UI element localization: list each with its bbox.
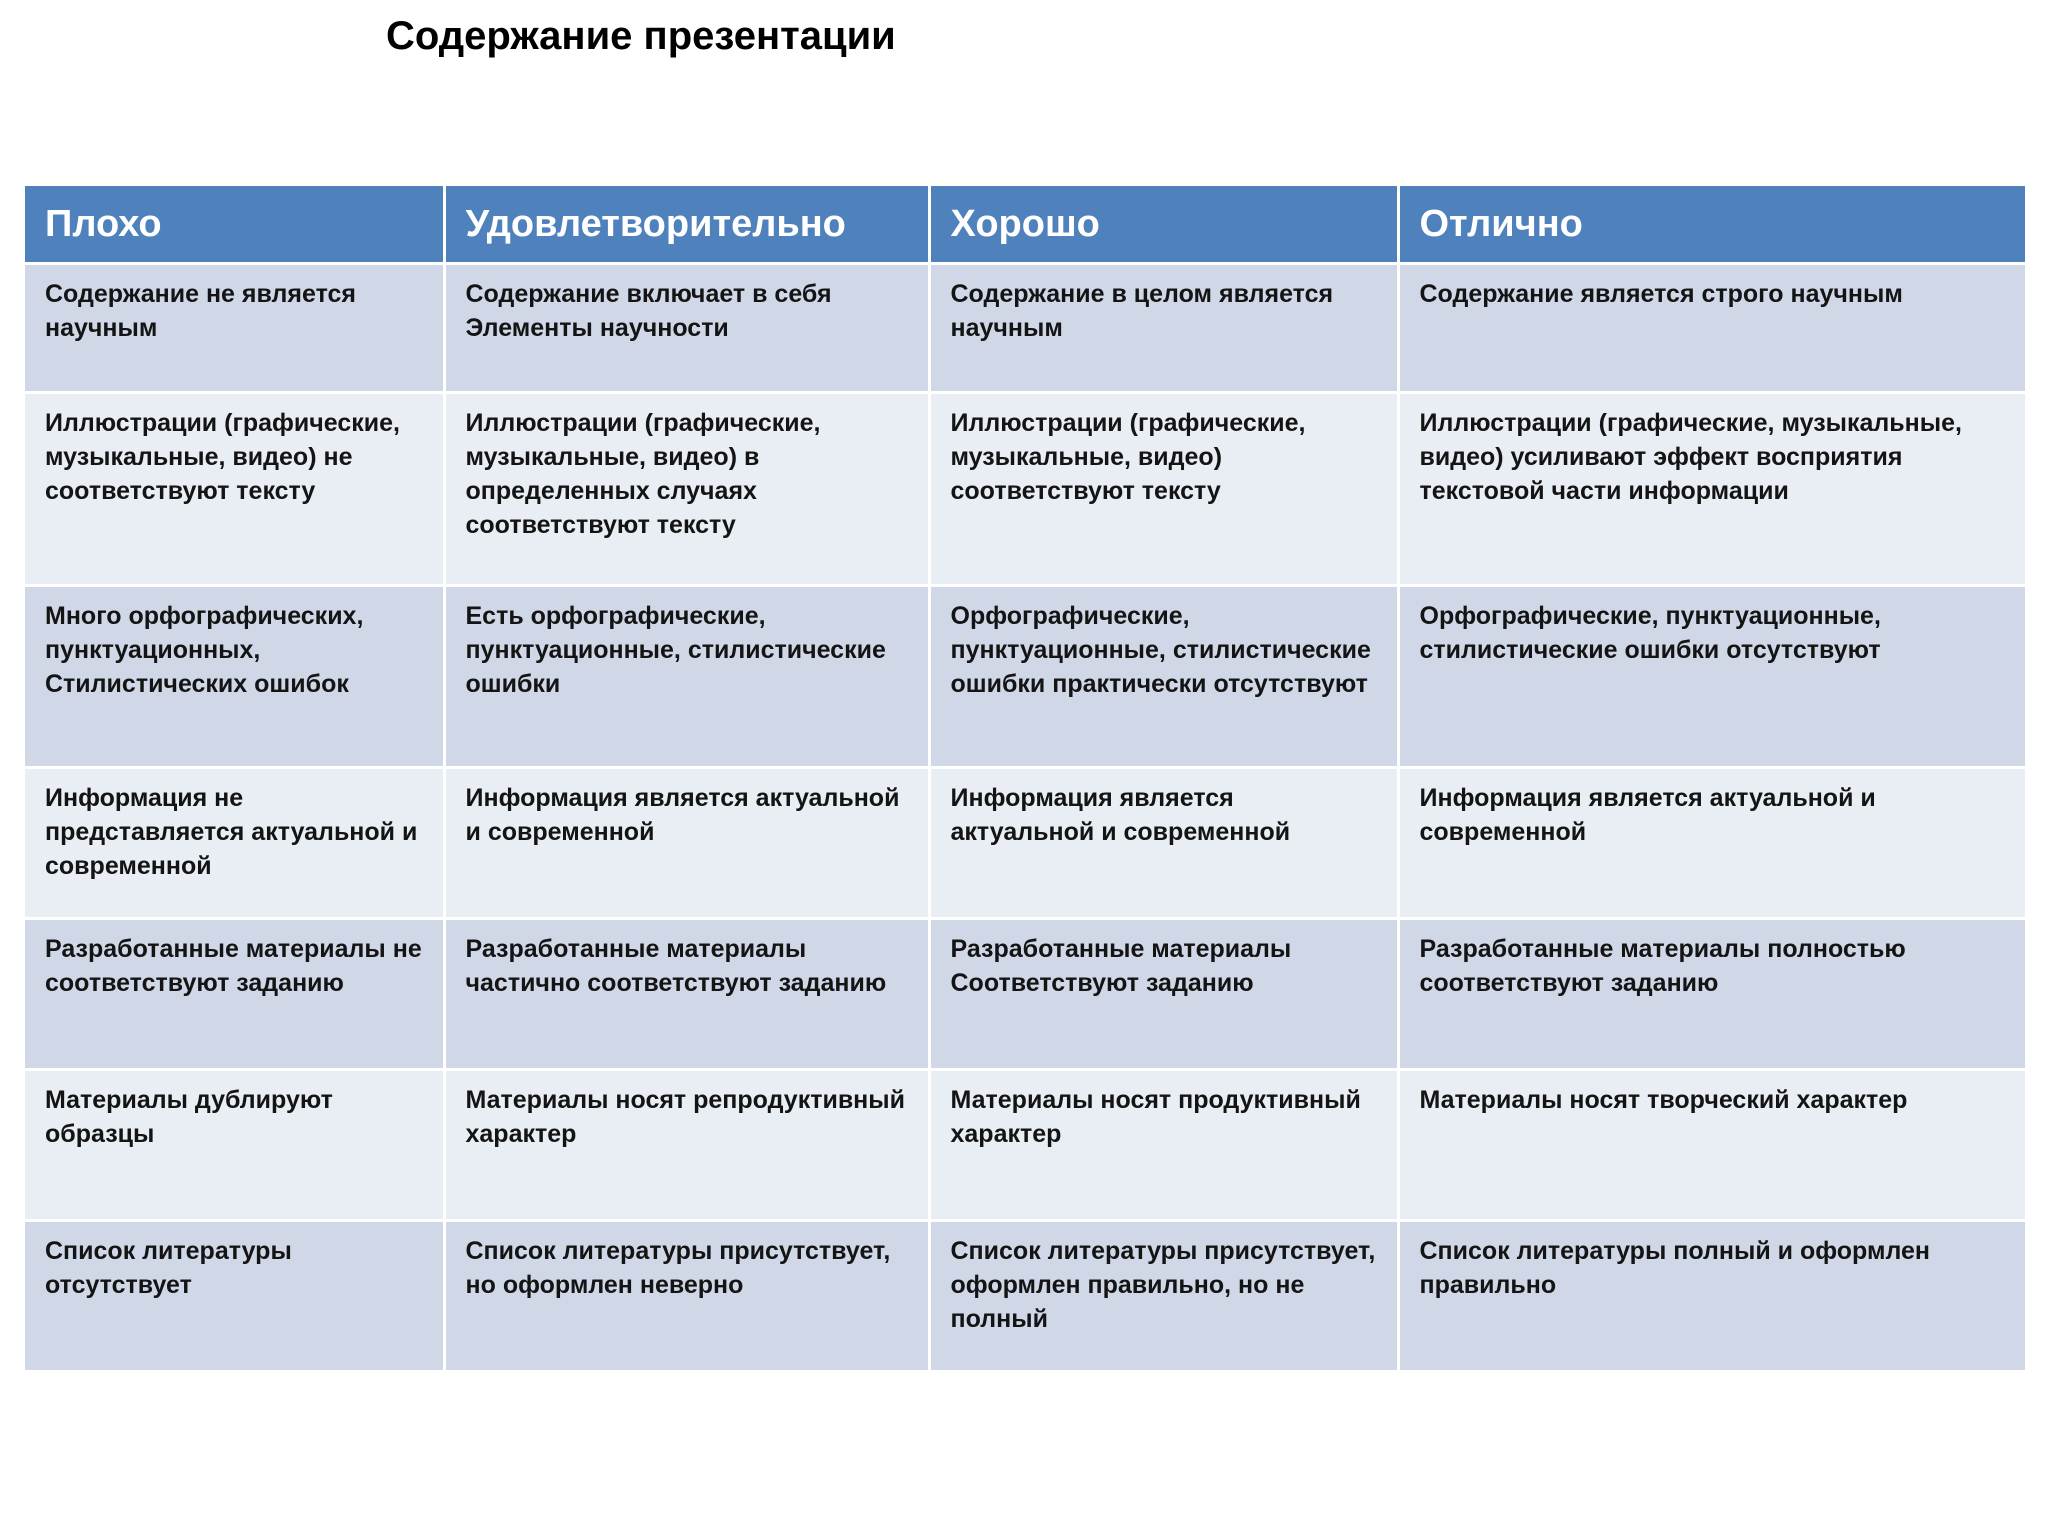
table-cell: Материалы носят творческий характер (1398, 1070, 2025, 1221)
table-row (25, 264, 2025, 393)
page-title: Содержание презентации (386, 14, 896, 58)
header-bad: Плохо (25, 186, 444, 264)
table-cell: Орфографические, пунктуационные, стилистические ошибки отсутствуют (1398, 586, 2025, 768)
table-cell: Иллюстрации (графические, музыкальные, видео) усиливают эффект восприятия текстовой части информации (1398, 393, 2025, 586)
table-cell: Разработанные материалы Соответствуют заданию (929, 919, 1398, 1070)
table-cell: Разработанные материалы не соответствуют заданию (25, 919, 444, 1070)
table-cell: Орфографические, пунктуационные, стилистические ошибки практически отсутствуют (929, 586, 1398, 768)
table-cell: Иллюстрации (графические, музыкальные, видео) в определенных случаях соответствуют тексту (444, 393, 929, 586)
table-cell: Список литературы полный и оформлен правильно (1398, 1221, 2025, 1372)
table-cell: Информация является актуальной и современной (444, 768, 929, 919)
table-cell: Список литературы отсутствует (25, 1221, 444, 1372)
table-cell: Список литературы присутствует, но оформлен неверно (444, 1221, 929, 1372)
table-row (25, 768, 2025, 919)
table-cell: Список литературы присутствует, оформлен правильно, но не полный (929, 1221, 1398, 1372)
table-cell: Разработанные материалы частично соответствуют заданию (444, 919, 929, 1070)
table-cell: Материалы носят продуктивный характер (929, 1070, 1398, 1221)
header-satisfactory: Удовлетворительно (444, 186, 929, 264)
table-cell: Иллюстрации (графические, музыкальные, видео) не соответствуют тексту (25, 393, 444, 586)
header-excellent: Отлично (1398, 186, 2025, 264)
table-cell: Иллюстрации (графические, музыкальные, видео) соответствуют тексту (929, 393, 1398, 586)
table-cell: Информация является актуальной и современной (929, 768, 1398, 919)
table-cell: Разработанные материалы полностью соответствуют заданию (1398, 919, 2025, 1070)
table-row (25, 1221, 2025, 1372)
table-cell: Материалы носят репродуктивный характер (444, 1070, 929, 1221)
table-row (25, 393, 2025, 586)
table-row (25, 919, 2025, 1070)
table-cell: Информация является актуальной и современной (1398, 768, 2025, 919)
table-cell: Есть орфографические, пунктуационные, стилистические ошибки (444, 586, 929, 768)
table-cell: Содержание является строго научным (1398, 264, 2025, 393)
table-cell: Содержание не является научным (25, 264, 444, 393)
table-cell: Содержание включает в себя Элементы научности (444, 264, 929, 393)
header-good: Хорошо (929, 186, 1398, 264)
rubric-table (25, 186, 2025, 1373)
table-row (25, 586, 2025, 768)
table-cell: Материалы дублируют образцы (25, 1070, 444, 1221)
table-header-row (25, 186, 2025, 264)
table-cell: Содержание в целом является научным (929, 264, 1398, 393)
table-row (25, 1070, 2025, 1221)
table-cell: Информация не представляется актуальной и современной (25, 768, 444, 919)
table-cell: Много орфографических, пунктуационных, Стилистических ошибок (25, 586, 444, 768)
